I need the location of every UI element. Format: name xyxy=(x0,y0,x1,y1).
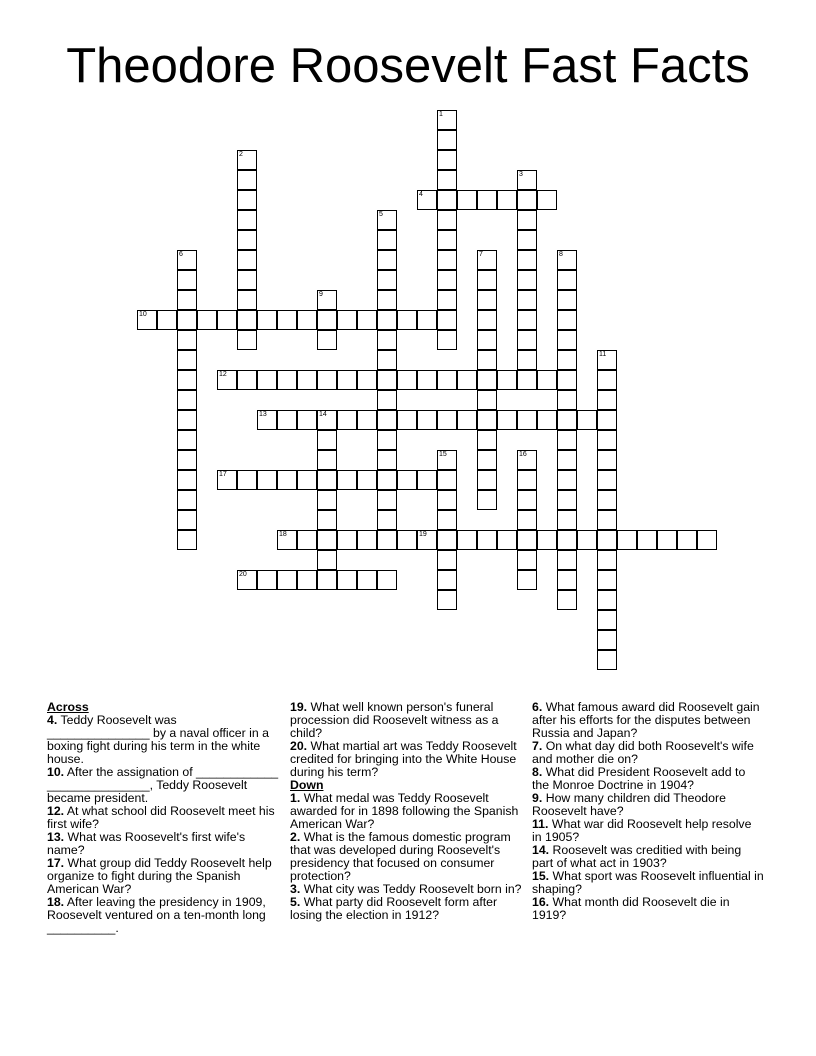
grid-cell[interactable] xyxy=(457,410,477,430)
grid-cell[interactable] xyxy=(557,550,577,570)
clue-number: 14. xyxy=(532,843,550,857)
grid-cell[interactable] xyxy=(317,310,337,330)
grid-cell[interactable] xyxy=(477,430,497,450)
grid-cell[interactable] xyxy=(237,370,257,390)
grid-cell[interactable] xyxy=(517,510,537,530)
grid-cell[interactable] xyxy=(377,350,397,370)
grid-cell[interactable] xyxy=(377,510,397,530)
clue-item xyxy=(47,766,279,805)
clue-number: 6. xyxy=(532,700,543,714)
grid-cell[interactable] xyxy=(277,310,297,330)
grid-cell[interactable] xyxy=(597,590,617,610)
clue-number: 7. xyxy=(532,739,543,753)
grid-cell[interactable] xyxy=(477,250,497,270)
grid-cell[interactable] xyxy=(177,530,197,550)
grid-cell[interactable] xyxy=(637,530,657,550)
clue-text: On what day did both Roosevelt's wife and mother die on? xyxy=(532,739,754,766)
grid-cell[interactable] xyxy=(357,570,377,590)
grid-cell[interactable] xyxy=(317,470,337,490)
grid-cell[interactable] xyxy=(437,170,457,190)
grid-cell[interactable] xyxy=(437,290,457,310)
across-header: Across xyxy=(47,700,89,714)
grid-cell[interactable] xyxy=(517,190,537,210)
grid-cell[interactable] xyxy=(437,570,457,590)
clue-item xyxy=(532,818,764,844)
grid-cell[interactable] xyxy=(437,450,457,470)
grid-cell[interactable] xyxy=(617,530,637,550)
grid-cell[interactable] xyxy=(237,270,257,290)
grid-cell[interactable] xyxy=(417,470,437,490)
grid-cell[interactable] xyxy=(377,390,397,410)
grid-cell[interactable] xyxy=(577,530,597,550)
grid-cell[interactable] xyxy=(477,190,497,210)
clue-number: 3. xyxy=(290,882,301,896)
grid-cell[interactable] xyxy=(237,230,257,250)
grid-cell[interactable] xyxy=(257,570,277,590)
clue-text: What medal was Teddy Roosevelt awarded for in 1898 following the Spanish American War? xyxy=(290,791,519,831)
grid-cell[interactable] xyxy=(337,570,357,590)
clue-number: 18. xyxy=(47,895,65,909)
grid-cell[interactable] xyxy=(217,370,237,390)
grid-cell[interactable] xyxy=(237,250,257,270)
clue-item xyxy=(532,766,764,792)
grid-cell[interactable] xyxy=(477,410,497,430)
grid-cell[interactable] xyxy=(437,370,457,390)
clue-column-2 xyxy=(290,701,522,922)
grid-cell[interactable] xyxy=(457,190,477,210)
page-title: Theodore Roosevelt Fast Facts xyxy=(66,39,750,93)
grid-cell[interactable] xyxy=(297,370,317,390)
grid-cell[interactable] xyxy=(437,230,457,250)
grid-cell[interactable] xyxy=(237,570,257,590)
grid-cell[interactable] xyxy=(517,550,537,570)
clue-item xyxy=(290,740,522,779)
grid-cell[interactable] xyxy=(577,410,597,430)
grid-cell[interactable] xyxy=(177,370,197,390)
grid-cell[interactable] xyxy=(177,390,197,410)
grid-cell[interactable] xyxy=(597,490,617,510)
grid-cell[interactable] xyxy=(337,530,357,550)
grid-cell[interactable] xyxy=(557,390,577,410)
clue-number-label: 19 xyxy=(419,531,427,538)
grid-cell[interactable] xyxy=(277,410,297,430)
grid-cell[interactable] xyxy=(597,370,617,390)
grid-cell[interactable] xyxy=(317,570,337,590)
grid-cell[interactable] xyxy=(557,590,577,610)
grid-cell[interactable] xyxy=(537,370,557,390)
clue-number: 17. xyxy=(47,856,65,870)
clue-number-label: 20 xyxy=(239,571,247,578)
grid-cell[interactable] xyxy=(237,330,257,350)
grid-cell[interactable] xyxy=(477,290,497,310)
grid-cell[interactable] xyxy=(197,310,217,330)
grid-cell[interactable] xyxy=(517,330,537,350)
grid-cell[interactable] xyxy=(317,370,337,390)
clue-item xyxy=(532,896,764,922)
clue-number-label: 7 xyxy=(479,251,483,258)
grid-cell[interactable] xyxy=(437,150,457,170)
grid-cell[interactable] xyxy=(317,450,337,470)
grid-cell[interactable] xyxy=(477,330,497,350)
clue-number-label: 12 xyxy=(219,371,227,378)
grid-cell[interactable] xyxy=(437,330,457,350)
clue-number-label: 13 xyxy=(259,411,267,418)
grid-cell[interactable] xyxy=(317,510,337,530)
grid-cell[interactable] xyxy=(377,570,397,590)
grid-cell[interactable] xyxy=(237,210,257,230)
clue-item xyxy=(290,831,522,883)
grid-cell[interactable] xyxy=(317,290,337,310)
clue-number: 1. xyxy=(290,791,301,805)
grid-cell[interactable] xyxy=(477,270,497,290)
grid-cell[interactable] xyxy=(557,430,577,450)
clue-number: 12. xyxy=(47,804,65,818)
clue-text: What city was Teddy Roosevelt born in? xyxy=(303,882,522,896)
grid-cell[interactable] xyxy=(497,530,517,550)
clue-number: 10. xyxy=(47,765,65,779)
clue-item xyxy=(532,740,764,766)
grid-cell[interactable] xyxy=(277,370,297,390)
grid-cell[interactable] xyxy=(237,170,257,190)
grid-cell[interactable] xyxy=(517,290,537,310)
grid-cell[interactable] xyxy=(257,410,277,430)
grid-cell[interactable] xyxy=(437,110,457,130)
grid-cell[interactable] xyxy=(497,190,517,210)
grid-cell[interactable] xyxy=(517,170,537,190)
grid-cell[interactable] xyxy=(437,530,457,550)
grid-cell[interactable] xyxy=(257,370,277,390)
grid-cell[interactable] xyxy=(557,410,577,430)
grid-cell[interactable] xyxy=(337,410,357,430)
grid-cell[interactable] xyxy=(297,410,317,430)
grid-cell[interactable] xyxy=(377,290,397,310)
grid-cell[interactable] xyxy=(377,370,397,390)
grid-cell[interactable] xyxy=(177,290,197,310)
grid-cell[interactable] xyxy=(477,370,497,390)
grid-cell[interactable] xyxy=(357,370,377,390)
clue-number: 9. xyxy=(532,791,543,805)
grid-cell[interactable] xyxy=(437,190,457,210)
grid-cell[interactable] xyxy=(597,550,617,570)
grid-cell[interactable] xyxy=(377,450,397,470)
grid-cell[interactable] xyxy=(597,410,617,430)
grid-cell[interactable] xyxy=(357,530,377,550)
clue-number-label: 1 xyxy=(439,111,443,118)
clue-item xyxy=(290,792,522,831)
grid-cell[interactable] xyxy=(237,150,257,170)
grid-cell[interactable] xyxy=(597,430,617,450)
grid-cell[interactable] xyxy=(457,530,477,550)
grid-cell[interactable] xyxy=(517,450,537,470)
grid-cell[interactable] xyxy=(477,390,497,410)
clue-text: After the assignation of ____________ _______________, Teddy Roosevelt became president. xyxy=(47,765,279,805)
clue-item xyxy=(290,896,522,922)
grid-cell[interactable] xyxy=(597,610,617,630)
grid-cell[interactable] xyxy=(557,490,577,510)
grid-cell[interactable] xyxy=(657,530,677,550)
grid-cell[interactable] xyxy=(317,430,337,450)
grid-cell[interactable] xyxy=(177,430,197,450)
grid-cell[interactable] xyxy=(277,530,297,550)
grid-cell[interactable] xyxy=(517,370,537,390)
clue-item xyxy=(47,831,279,857)
clue-item xyxy=(47,857,279,896)
clue-number: 4. xyxy=(47,713,58,727)
grid-cell[interactable] xyxy=(297,530,317,550)
grid-cell[interactable] xyxy=(237,310,257,330)
grid-cell[interactable] xyxy=(477,530,497,550)
grid-cell[interactable] xyxy=(437,310,457,330)
grid-cell[interactable] xyxy=(597,530,617,550)
clue-number-label: 10 xyxy=(139,311,147,318)
grid-cell[interactable] xyxy=(597,510,617,530)
grid-cell[interactable] xyxy=(477,450,497,470)
grid-cell[interactable] xyxy=(137,310,157,330)
grid-cell[interactable] xyxy=(257,310,277,330)
grid-cell[interactable] xyxy=(417,190,437,210)
grid-cell[interactable] xyxy=(597,470,617,490)
clue-text: After leaving the presidency in 1909, Roosevelt ventured on a ten-month long __________. xyxy=(47,895,266,935)
clue-number: 11. xyxy=(532,817,549,831)
grid-cell[interactable] xyxy=(517,410,537,430)
grid-cell[interactable] xyxy=(317,330,337,350)
grid-cell[interactable] xyxy=(537,410,557,430)
clue-item xyxy=(532,844,764,870)
grid-cell[interactable] xyxy=(477,490,497,510)
clue-item xyxy=(47,805,279,831)
grid-cell[interactable] xyxy=(497,370,517,390)
clue-text: What martial art was Teddy Roosevelt credited for bringing into the White House during his term? xyxy=(290,739,517,779)
grid-cell[interactable] xyxy=(177,410,197,430)
clue-text: What was Roosevelt's first wife's name? xyxy=(47,830,246,857)
grid-cell[interactable] xyxy=(537,530,557,550)
clue-number: 8. xyxy=(532,765,543,779)
clue-item xyxy=(532,870,764,896)
clue-column-1 xyxy=(47,701,279,935)
clue-text: How many children did Theodore Roosevelt have? xyxy=(532,791,726,818)
grid-cell[interactable] xyxy=(377,430,397,450)
grid-cell[interactable] xyxy=(457,370,477,390)
grid-cell[interactable] xyxy=(557,530,577,550)
clue-text: Roosevelt was creditied with being part of what act in 1903? xyxy=(532,843,742,870)
grid-cell[interactable] xyxy=(437,510,457,530)
clue-text: At what school did Roosevelt meet his first wife? xyxy=(47,804,275,831)
clue-text: What group did Teddy Roosevelt help organize to fight during the Spanish American War? xyxy=(47,856,272,896)
grid-cell[interactable] xyxy=(237,470,257,490)
grid-cell[interactable] xyxy=(337,470,357,490)
clue-number-label: 9 xyxy=(319,291,323,298)
grid-cell[interactable] xyxy=(377,330,397,350)
grid-cell[interactable] xyxy=(377,490,397,510)
grid-cell[interactable] xyxy=(517,210,537,230)
grid-cell[interactable] xyxy=(157,310,177,330)
grid-cell[interactable] xyxy=(437,210,457,230)
grid-cell[interactable] xyxy=(557,370,577,390)
clue-number: 15. xyxy=(532,869,550,883)
grid-cell[interactable] xyxy=(477,470,497,490)
grid-cell[interactable] xyxy=(177,270,197,290)
grid-cell[interactable] xyxy=(437,590,457,610)
grid-cell[interactable] xyxy=(257,470,277,490)
grid-cell[interactable] xyxy=(377,410,397,430)
grid-cell[interactable] xyxy=(557,450,577,470)
clue-number-label: 4 xyxy=(419,191,423,198)
clue-number: 5. xyxy=(290,895,301,909)
grid-cell[interactable] xyxy=(417,530,437,550)
grid-cell[interactable] xyxy=(597,350,617,370)
grid-cell[interactable] xyxy=(597,650,617,670)
clue-number: 16. xyxy=(532,895,550,909)
grid-cell[interactable] xyxy=(297,470,317,490)
grid-cell[interactable] xyxy=(557,270,577,290)
grid-cell[interactable] xyxy=(557,310,577,330)
grid-cell[interactable] xyxy=(517,250,537,270)
grid-cell[interactable] xyxy=(177,490,197,510)
clue-item xyxy=(290,701,522,740)
grid-cell[interactable] xyxy=(437,550,457,570)
grid-cell[interactable] xyxy=(597,390,617,410)
clue-text: What sport was Roosevelt influential in shaping? xyxy=(532,869,764,896)
grid-cell[interactable] xyxy=(397,310,417,330)
grid-cell[interactable] xyxy=(557,330,577,350)
grid-cell[interactable] xyxy=(377,250,397,270)
grid-cell[interactable] xyxy=(517,530,537,550)
clue-number: 19. xyxy=(290,700,308,714)
grid-cell[interactable] xyxy=(377,310,397,330)
clue-text: What well known person's funeral procession did Roosevelt witness as a child? xyxy=(290,700,499,740)
grid-cell[interactable] xyxy=(297,310,317,330)
grid-cell[interactable] xyxy=(677,530,697,550)
grid-cell[interactable] xyxy=(537,190,557,210)
grid-cell[interactable] xyxy=(357,310,377,330)
grid-cell[interactable] xyxy=(517,470,537,490)
grid-cell[interactable] xyxy=(437,270,457,290)
clue-column-3 xyxy=(532,701,764,922)
clue-text: What month did Roosevelt die in 1919? xyxy=(532,895,730,922)
clue-number-label: 17 xyxy=(219,471,227,478)
grid-cell[interactable] xyxy=(317,410,337,430)
grid-cell[interactable] xyxy=(337,310,357,330)
grid-cell[interactable] xyxy=(277,470,297,490)
clue-number-label: 15 xyxy=(439,451,447,458)
grid-cell[interactable] xyxy=(377,270,397,290)
grid-cell[interactable] xyxy=(217,470,237,490)
grid-cell[interactable] xyxy=(597,450,617,470)
clue-number: 13. xyxy=(47,830,65,844)
grid-cell[interactable] xyxy=(377,230,397,250)
grid-cell[interactable] xyxy=(517,270,537,290)
grid-cell[interactable] xyxy=(417,370,437,390)
clue-text: What war did Roosevelt help resolve in 1905? xyxy=(532,817,752,844)
clue-text: Teddy Roosevelt was _______________ by a naval officer in a boxing fight during his term in the white house. xyxy=(47,713,269,766)
grid-cell[interactable] xyxy=(597,570,617,590)
clue-number-label: 2 xyxy=(239,151,243,158)
down-header: Down xyxy=(290,778,324,792)
clue-text: What famous award did Roosevelt gain after his efforts for the disputes between Russia and Japan? xyxy=(532,700,760,740)
grid-cell[interactable] xyxy=(297,570,317,590)
grid-cell[interactable] xyxy=(517,350,537,370)
grid-cell[interactable] xyxy=(597,630,617,650)
grid-cell[interactable] xyxy=(357,470,377,490)
grid-cell[interactable] xyxy=(477,310,497,330)
grid-cell[interactable] xyxy=(497,410,517,430)
clue-number-label: 8 xyxy=(559,251,563,258)
grid-cell[interactable] xyxy=(557,570,577,590)
clue-number: 20. xyxy=(290,739,308,753)
grid-cell[interactable] xyxy=(397,370,417,390)
grid-cell[interactable] xyxy=(397,530,417,550)
clue-number-label: 16 xyxy=(519,451,527,458)
clue-text: What party did Roosevelt form after losing the election in 1912? xyxy=(290,895,498,922)
clue-text: What did President Roosevelt add to the Monroe Doctrine in 1904? xyxy=(532,765,746,792)
clue-item xyxy=(532,701,764,740)
grid-cell[interactable] xyxy=(177,310,197,330)
clue-number: 2. xyxy=(290,830,301,844)
grid-cell[interactable] xyxy=(317,530,337,550)
grid-cell[interactable] xyxy=(357,410,377,430)
grid-cell[interactable] xyxy=(437,490,457,510)
grid-cell[interactable] xyxy=(337,370,357,390)
grid-cell[interactable] xyxy=(417,310,437,330)
grid-cell[interactable] xyxy=(377,210,397,230)
clue-item xyxy=(47,896,279,935)
grid-cell[interactable] xyxy=(557,470,577,490)
grid-cell[interactable] xyxy=(517,310,537,330)
grid-cell[interactable] xyxy=(317,550,337,570)
grid-cell[interactable] xyxy=(237,190,257,210)
grid-cell[interactable] xyxy=(437,470,457,490)
grid-cell[interactable] xyxy=(477,350,497,370)
grid-cell[interactable] xyxy=(177,450,197,470)
grid-cell[interactable] xyxy=(177,470,197,490)
clue-item xyxy=(532,792,764,818)
grid-cell[interactable] xyxy=(377,470,397,490)
clue-number-label: 18 xyxy=(279,531,287,538)
grid-cell[interactable] xyxy=(177,330,197,350)
clue-item xyxy=(47,714,279,766)
grid-cell[interactable] xyxy=(177,510,197,530)
grid-cell[interactable] xyxy=(417,410,437,430)
grid-cell[interactable] xyxy=(557,250,577,270)
clue-number-label: 11 xyxy=(599,351,607,358)
clue-number-label: 5 xyxy=(379,211,383,218)
grid-cell[interactable] xyxy=(317,490,337,510)
grid-cell[interactable] xyxy=(517,490,537,510)
grid-cell[interactable] xyxy=(377,530,397,550)
clue-number-label: 3 xyxy=(519,171,523,178)
grid-cell[interactable] xyxy=(177,350,197,370)
grid-cell[interactable] xyxy=(557,510,577,530)
grid-cell[interactable] xyxy=(217,310,237,330)
grid-cell[interactable] xyxy=(437,410,457,430)
clue-number-label: 6 xyxy=(179,251,183,258)
grid-cell[interactable] xyxy=(277,570,297,590)
grid-cell[interactable] xyxy=(437,130,457,150)
clue-text: What is the famous domestic program that was developed during Roosevelt's presidency that focused on consumer protection? xyxy=(290,830,511,883)
grid-cell[interactable] xyxy=(397,470,417,490)
grid-cell[interactable] xyxy=(517,570,537,590)
clue-number-label: 14 xyxy=(319,411,327,418)
grid-cell[interactable] xyxy=(397,410,417,430)
grid-cell[interactable] xyxy=(697,530,717,550)
grid-cell[interactable] xyxy=(437,250,457,270)
grid-cell[interactable] xyxy=(517,230,537,250)
grid-cell[interactable] xyxy=(557,290,577,310)
grid-cell[interactable] xyxy=(237,290,257,310)
grid-cell[interactable] xyxy=(557,350,577,370)
grid-cell[interactable] xyxy=(177,250,197,270)
